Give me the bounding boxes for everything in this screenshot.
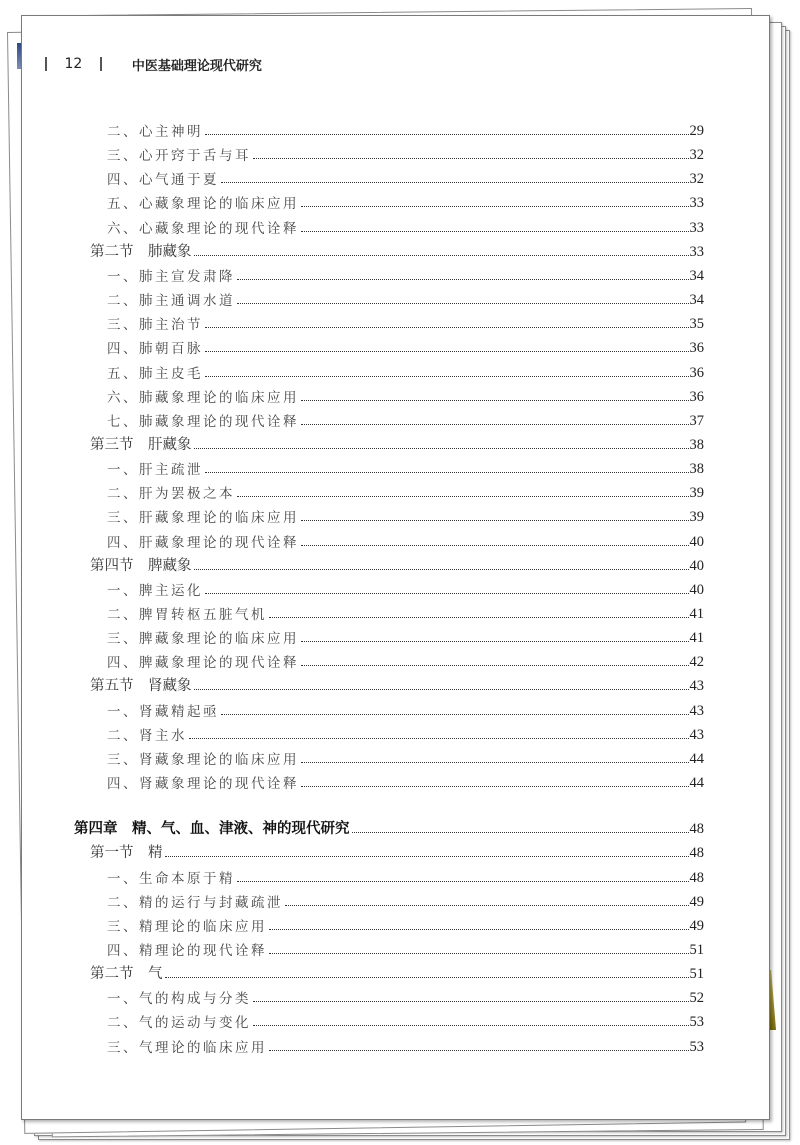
toc-entry-title: 三、脾藏象理论的临床应用	[107, 631, 299, 648]
toc-entry-item[interactable]	[107, 601, 704, 623]
toc-entry-page-number: 40	[689, 557, 704, 574]
toc-entry-title: 五、心藏象理论的临床应用	[107, 196, 299, 213]
toc-entry-title: 二、肺主通调水道	[107, 293, 235, 310]
dot-leader	[205, 350, 689, 352]
dot-leader	[253, 1024, 689, 1026]
toc-entry-item[interactable]	[107, 142, 704, 164]
dot-leader	[285, 904, 689, 906]
toc-entry-title: 一、肺主宣发肃降	[107, 268, 235, 285]
toc-entry-page-number: 48	[689, 845, 704, 862]
header-divider	[45, 57, 47, 71]
header-divider	[100, 57, 102, 71]
toc-entry-page-number: 49	[689, 917, 704, 934]
toc-entry-page-number: 37	[689, 412, 704, 429]
toc-entry-title: 四、精理论的现代诠释	[107, 942, 267, 959]
toc-entry-page-number: 32	[689, 171, 704, 188]
toc-entry-title: 一、生命本原于精	[107, 870, 235, 887]
toc-entry-section[interactable]	[90, 432, 704, 454]
dot-leader	[194, 688, 689, 690]
dot-leader	[237, 495, 689, 497]
toc-entry-title: 二、肾主水	[107, 727, 187, 744]
dot-leader	[205, 326, 689, 328]
dot-leader	[301, 230, 689, 232]
toc-entry-title: 五、肺主皮毛	[107, 365, 203, 382]
toc-entry-page-number: 35	[689, 316, 704, 333]
toc-entry-title: 第五节 肾藏象	[90, 678, 192, 695]
toc-entry-item[interactable]	[107, 529, 704, 551]
dot-leader	[237, 880, 689, 882]
toc-entry-title: 三、精理论的临床应用	[107, 918, 267, 935]
toc-entry-page-number: 40	[689, 533, 704, 550]
toc-entry-title: 第四章 精、气、血、津液、神的现代研究	[74, 821, 350, 838]
toc-entry-title: 四、肾藏象理论的现代诠释	[107, 776, 299, 792]
toc-entry-title: 第二节 气	[90, 966, 163, 983]
dot-leader	[301, 423, 689, 425]
toc-entry-title: 一、气的构成与分类	[107, 991, 251, 1008]
toc-entry-title: 二、肝为罢极之本	[107, 486, 235, 503]
toc-entry-title: 三、肺主治节	[107, 317, 203, 334]
toc-entry-title: 四、脾藏象理论的现代诠释	[107, 655, 299, 672]
toc-entry-title: 六、心藏象理论的现代诠释	[107, 220, 299, 237]
toc-entry-page-number: 49	[689, 893, 704, 910]
toc-entry-title: 一、肾藏精起亟	[107, 703, 219, 720]
toc-entry-page-number: 42	[689, 654, 704, 671]
toc-entry-title: 四、心气通于夏	[107, 172, 219, 189]
toc-entry-item[interactable]	[107, 698, 704, 720]
toc-entry-page-number: 39	[689, 485, 704, 502]
toc-entry-chapter[interactable]	[74, 816, 704, 838]
toc-entry-title: 六、肺藏象理论的临床应用	[107, 389, 299, 406]
toc-entry-item[interactable]	[107, 118, 704, 140]
toc-entry-title: 第二节 肺藏象	[90, 243, 192, 260]
toc-entry-page-number: 33	[689, 243, 704, 260]
toc-entry-title: 三、气理论的临床应用	[107, 1039, 267, 1056]
dot-leader	[301, 640, 689, 642]
toc-entry-item[interactable]	[107, 480, 704, 502]
toc-entry-title: 三、心开窍于舌与耳	[107, 148, 251, 165]
dot-leader	[301, 399, 689, 401]
toc-entry-title: 四、肝藏象理论的现代诠释	[107, 534, 299, 551]
dot-leader	[301, 761, 689, 763]
toc-entry-title: 二、精的运行与封藏疏泄	[107, 894, 283, 911]
book-title: 中医基础理论现代研究	[131, 58, 262, 74]
toc-entry-item[interactable]	[107, 384, 704, 406]
dot-leader	[269, 952, 689, 954]
dot-leader	[221, 713, 689, 715]
toc-entry-item[interactable]	[107, 577, 704, 599]
dot-leader	[301, 205, 689, 207]
toc-entry-item[interactable]	[107, 865, 704, 887]
toc-entry-page-number: 48	[689, 821, 704, 838]
toc-entry-item[interactable]	[107, 504, 704, 526]
toc-entry-section[interactable]	[90, 673, 704, 695]
toc-entry-item[interactable]	[107, 913, 704, 935]
toc-entry-title: 第一节 精	[90, 845, 163, 862]
toc-entry-item[interactable]	[107, 408, 704, 430]
dot-leader	[269, 616, 689, 618]
dot-leader	[237, 302, 689, 304]
dot-leader	[221, 181, 689, 183]
toc-entry-item[interactable]	[107, 770, 704, 792]
toc-entry-title: 第四节 脾藏象	[90, 557, 192, 574]
toc-entry-section[interactable]	[90, 553, 704, 575]
toc-entry-page-number: 44	[689, 750, 704, 767]
toc-entry-page-number: 51	[689, 966, 704, 983]
page-number: 12	[64, 56, 83, 72]
toc-entry-item[interactable]	[107, 360, 704, 382]
toc-entry-page-number: 41	[689, 606, 704, 622]
toc-entry-page-number: 43	[689, 726, 704, 743]
toc-entry-title: 七、肺藏象理论的现代诠释	[107, 413, 299, 430]
dot-leader	[237, 278, 689, 280]
toc-entry-page-number: 53	[689, 1014, 704, 1031]
toc-entry-item[interactable]	[107, 746, 704, 768]
toc-entry-page-number: 43	[689, 702, 704, 719]
toc-entry-item[interactable]	[107, 456, 704, 478]
toc-entry-title: 四、肺朝百脉	[107, 341, 203, 358]
toc-entry-title: 二、气的运动与变化	[107, 1015, 251, 1032]
toc-entry-item[interactable]	[107, 649, 704, 671]
toc-entry-page-number: 41	[689, 630, 704, 647]
toc-entry-page-number: 52	[689, 990, 704, 1007]
toc-entry-section[interactable]	[90, 840, 704, 862]
dot-leader	[269, 1049, 689, 1051]
book-page	[21, 15, 770, 1120]
toc-entry-page-number: 48	[689, 869, 704, 886]
toc-entry-item[interactable]	[107, 889, 704, 911]
toc-entry-item[interactable]	[107, 625, 704, 647]
toc-entry-item[interactable]	[107, 722, 704, 744]
dot-leader	[165, 976, 689, 978]
dot-leader	[301, 785, 689, 787]
dot-leader	[352, 831, 689, 833]
dot-leader	[165, 855, 689, 857]
toc-entry-page-number: 36	[689, 364, 704, 381]
dot-leader	[194, 254, 689, 256]
toc-entry-page-number: 29	[689, 123, 704, 139]
running-header	[45, 54, 262, 74]
dot-leader	[194, 447, 689, 449]
dot-leader	[205, 471, 689, 473]
toc-entry-page-number: 53	[689, 1038, 704, 1055]
toc-entry-title: 二、脾胃转枢五脏气机	[107, 607, 267, 623]
toc-entry-item[interactable]	[107, 166, 704, 188]
toc-entry-item[interactable]	[107, 937, 704, 959]
toc-entry-page-number: 51	[689, 941, 704, 958]
toc-entry-item[interactable]	[107, 190, 704, 212]
dot-leader	[194, 568, 689, 570]
toc-entry-title: 三、肝藏象理论的临床应用	[107, 510, 299, 527]
toc-entry-item[interactable]	[107, 1034, 704, 1056]
dot-leader	[189, 737, 689, 739]
toc-entry-page-number: 36	[689, 388, 704, 405]
toc-entry-item[interactable]	[107, 1009, 704, 1031]
dot-leader	[205, 592, 689, 594]
dot-leader	[205, 375, 689, 377]
dot-leader	[301, 664, 689, 666]
dot-leader	[253, 1000, 689, 1002]
dot-leader	[205, 133, 689, 135]
toc-entry-section[interactable]	[90, 239, 704, 261]
toc-entry-page-number: 38	[689, 436, 704, 453]
toc-entry-title: 三、肾藏象理论的临床应用	[107, 751, 299, 768]
toc-entry-item[interactable]	[107, 335, 704, 357]
toc-entry-page-number: 44	[689, 775, 704, 791]
toc-entry-page-number: 39	[689, 509, 704, 526]
toc-entry-title: 第三节 肝藏象	[90, 436, 192, 453]
toc-entry-page-number: 34	[689, 267, 704, 284]
toc-entry-page-number: 34	[689, 292, 704, 309]
toc-entry-page-number: 38	[689, 461, 704, 478]
dot-leader	[301, 519, 689, 521]
toc-entry-page-number: 33	[689, 195, 704, 212]
toc-entry-page-number: 40	[689, 581, 704, 598]
toc-entry-item[interactable]	[107, 215, 704, 237]
dot-leader	[253, 157, 689, 159]
toc-entry-title: 一、肝主疏泄	[107, 462, 203, 479]
toc-entry-page-number: 36	[689, 340, 704, 357]
toc-entry-item[interactable]	[107, 287, 704, 309]
toc-entry-page-number: 33	[689, 219, 704, 236]
toc-entry-item[interactable]	[107, 311, 704, 333]
toc-entry-page-number: 32	[689, 147, 704, 164]
toc-entry-item[interactable]	[107, 263, 704, 285]
toc-entry-title: 二、心主神明	[107, 124, 203, 140]
toc-entry-title: 一、脾主运化	[107, 582, 203, 599]
toc-entry-item[interactable]	[107, 985, 704, 1007]
toc-entry-page-number: 43	[689, 678, 704, 695]
toc-entry-section[interactable]	[90, 961, 704, 983]
dot-leader	[301, 544, 689, 546]
dot-leader	[269, 928, 689, 930]
